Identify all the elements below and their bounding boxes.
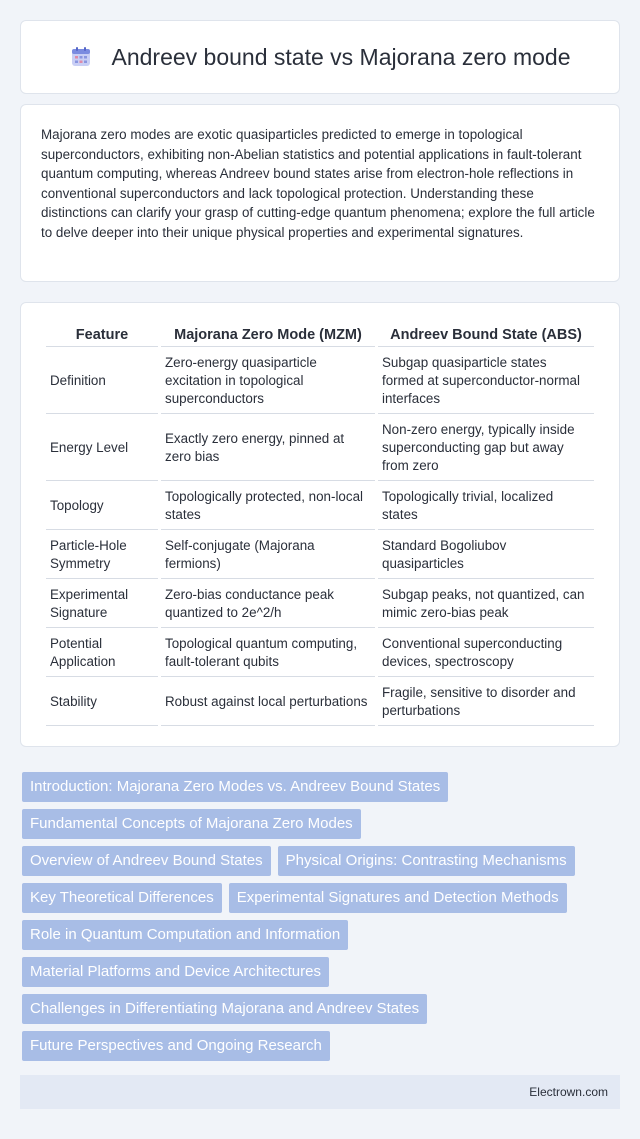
tag-row (22, 809, 622, 839)
abs-cell: Topologically trivial, localized states (378, 481, 594, 530)
abs-cell: Fragile, sensitive to disorder and perturbations (378, 677, 594, 726)
abs-cell: Conventional superconducting devices, spectroscopy (378, 628, 594, 677)
feature-cell: Topology (46, 481, 158, 530)
mzm-cell: Robust against local perturbations (161, 677, 375, 726)
abs-cell: Subgap peaks, not quantized, can mimic zero-bias peak (378, 579, 594, 628)
mzm-cell: Self-conjugate (Majorana fermions) (161, 530, 375, 579)
title-card (20, 20, 620, 94)
feature-cell: Potential Application (46, 628, 158, 677)
table-row (46, 530, 594, 579)
table-row (46, 677, 594, 726)
header-mzm: Majorana Zero Mode (MZM) (161, 321, 375, 347)
abs-cell: Standard Bogoliubov quasiparticles (378, 530, 594, 579)
tag-row (22, 994, 622, 1024)
table-row (46, 347, 594, 414)
mzm-cell: Exactly zero energy, pinned at zero bias (161, 414, 375, 481)
intro-card (20, 104, 620, 282)
table-row (46, 579, 594, 628)
feature-cell: Stability (46, 677, 158, 726)
topic-tag[interactable]: Role in Quantum Computation and Information (22, 920, 348, 950)
table-row (46, 414, 594, 481)
topic-tag[interactable]: Challenges in Differentiating Majorana and Andreev States (22, 994, 427, 1024)
abs-cell: Non-zero energy, typically inside superconducting gap but away from zero (378, 414, 594, 481)
mzm-cell: Zero-bias conductance peak quantized to 2e^2/h (161, 579, 375, 628)
mzm-cell: Topologically protected, non-local states (161, 481, 375, 530)
footer (20, 1075, 620, 1109)
table-row (46, 628, 594, 677)
topic-tag[interactable]: Key Theoretical Differences (22, 883, 222, 913)
tag-row (22, 846, 622, 876)
topic-tag[interactable]: Material Platforms and Device Architectures (22, 957, 329, 987)
mzm-cell: Zero-energy quasiparticle excitation in topological superconductors (161, 347, 375, 414)
topic-tag[interactable]: Overview of Andreev Bound States (22, 846, 271, 876)
topic-tags (22, 772, 622, 1068)
topic-tag[interactable]: Fundamental Concepts of Majorana Zero Modes (22, 809, 361, 839)
mzm-cell: Topological quantum computing, fault-tolerant qubits (161, 628, 375, 677)
feature-cell: Energy Level (46, 414, 158, 481)
table-row (46, 481, 594, 530)
tag-row (22, 772, 622, 802)
topic-tag[interactable]: Introduction: Majorana Zero Modes vs. Andreev Bound States (22, 772, 448, 802)
table-header-row (46, 321, 594, 347)
tag-row (22, 920, 622, 950)
page-title: Andreev bound state vs Majorana zero mode (111, 43, 571, 70)
tag-row (22, 883, 622, 913)
feature-cell: Particle-Hole Symmetry (46, 530, 158, 579)
intro-paragraph: Majorana zero modes are exotic quasiparticles predicted to emerge in topological superconductors, exhibiting non-Abelian statistics and potential applications in fault-tolerant quantum computing, whereas Andreev bound states arise from electron-hole reflections in conventional superconductors and lack topological protection. Understanding these distinctions can clarify your grasp of cutting-edge quantum phenomena; explore the full article to delve deeper into their unique physical properties and experimental signatures. (41, 127, 595, 240)
feature-cell: Experimental Signature (46, 579, 158, 628)
feature-cell: Definition (46, 347, 158, 414)
abs-cell: Subgap quasiparticle states formed at superconductor-normal interfaces (378, 347, 594, 414)
topic-tag[interactable]: Physical Origins: Contrasting Mechanisms (278, 846, 575, 876)
header-feature: Feature (46, 321, 158, 347)
comparison-table-card (20, 302, 620, 747)
comparison-table (43, 321, 597, 726)
topic-tag[interactable]: Experimental Signatures and Detection Methods (229, 883, 567, 913)
tag-row (22, 1031, 622, 1061)
calendar-grid-icon (70, 46, 92, 68)
header-abs: Andreev Bound State (ABS) (378, 321, 594, 347)
topic-tag[interactable]: Future Perspectives and Ongoing Research (22, 1031, 330, 1061)
tag-row (22, 957, 622, 987)
footer-site-name[interactable]: Electrown.com (529, 1085, 608, 1099)
